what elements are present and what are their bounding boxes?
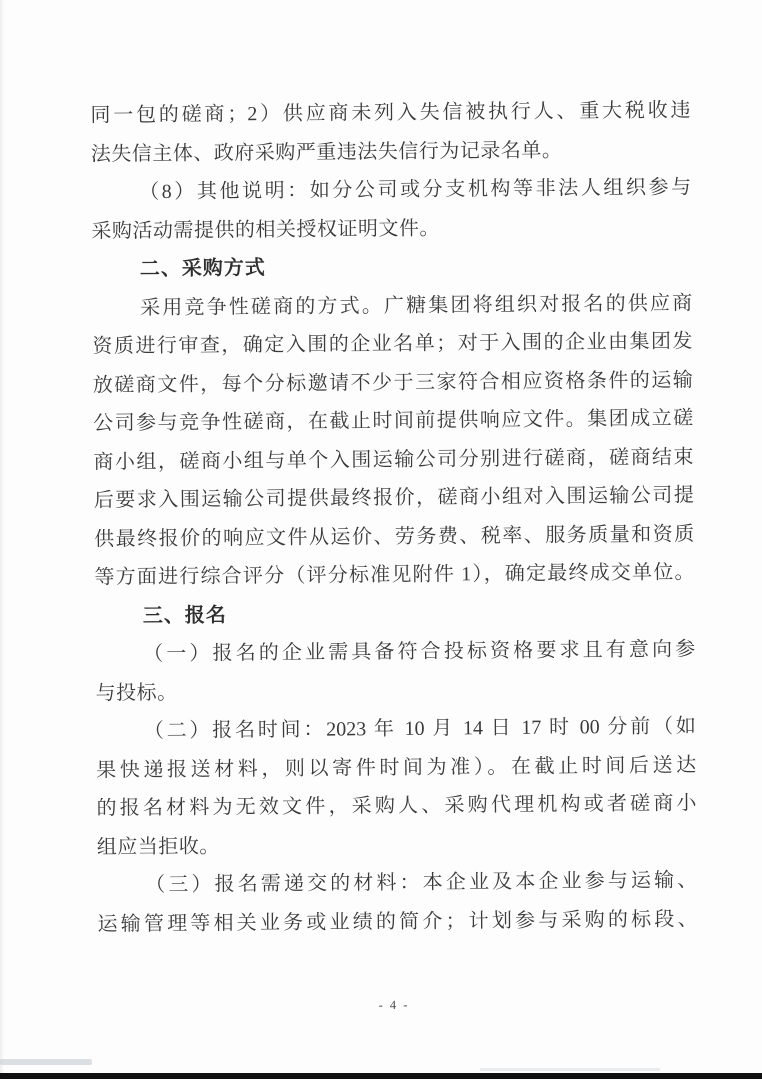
document-line: （三）报名需递交的材料：本企业及本企业参与运输、 xyxy=(145,869,698,897)
document-line: 与投标。 xyxy=(95,681,178,705)
document-line: 供最终报价的响应文件从运价、劳务费、税率、服务质量和资质 xyxy=(94,522,695,551)
document-line: 公司参与竞争性磋商，在截止时间前提供响应文件。集团成立磋 xyxy=(93,407,694,435)
document-line: 组应当拒收。 xyxy=(96,835,220,859)
document-line: （8）其他说明：如分公司或分支机构等非法人组织参与 xyxy=(139,176,692,204)
document-line: 的报名材料为无效文件，采购人、采购代理机构或者磋商小 xyxy=(96,792,697,820)
scan-left-edge-shade xyxy=(0,0,4,1079)
scan-smudge-artifact xyxy=(480,1068,660,1071)
section-heading-procurement-method: 二、采购方式 xyxy=(139,257,266,281)
document-line: 等方面进行综合评分（评分标准见附件 1），确定最终成交单位。 xyxy=(94,561,695,589)
document-line: 果快递报送材料，则以寄件时间为准）。在截止时间后送达 xyxy=(96,753,697,782)
document-line: 运输管理等相关业务或业绩的简介；计划参与采购的标段、 xyxy=(97,907,698,936)
document-line: 同一包的磋商；2）供应商未列入失信被执行人、重大税收违 xyxy=(90,99,691,127)
document-line: 商小组，磋商小组与单个入围运输公司分别进行磋商，磋商结束 xyxy=(93,445,694,474)
document-line: 放磋商文件，每个分标邀请不少于三家符合相应资格条件的运输 xyxy=(92,368,693,397)
document-line: （一）报名的企业需具备符合投标资格要求且有意向参 xyxy=(143,638,696,666)
document-line: 后要求入围运输公司提供最终报价，磋商小组对入围运输公司提 xyxy=(93,484,694,512)
scan-bottom-edge xyxy=(0,1073,762,1079)
document-line: 采用竞争性磋商的方式。广糖集团将组织对报名的供应商 xyxy=(140,291,693,319)
document-line: 采购活动需提供的相关授权证明文件。 xyxy=(91,217,441,243)
page-content xyxy=(90,91,697,943)
document-line: 资质进行审查，确定入围的企业名单；对于入围的企业由集团发 xyxy=(92,330,693,358)
section-heading-registration: 三、报名 xyxy=(142,603,227,627)
document-line: （二）报名时间：2023 年 10 月 14 日 17 时 00 分前（如 xyxy=(143,715,696,743)
scan-smudge-artifact xyxy=(0,1059,92,1065)
document-line: 法失信主体、政府采购严重违法失信行为记录名单。 xyxy=(90,139,563,166)
page-number: - 4 - xyxy=(378,997,410,1013)
